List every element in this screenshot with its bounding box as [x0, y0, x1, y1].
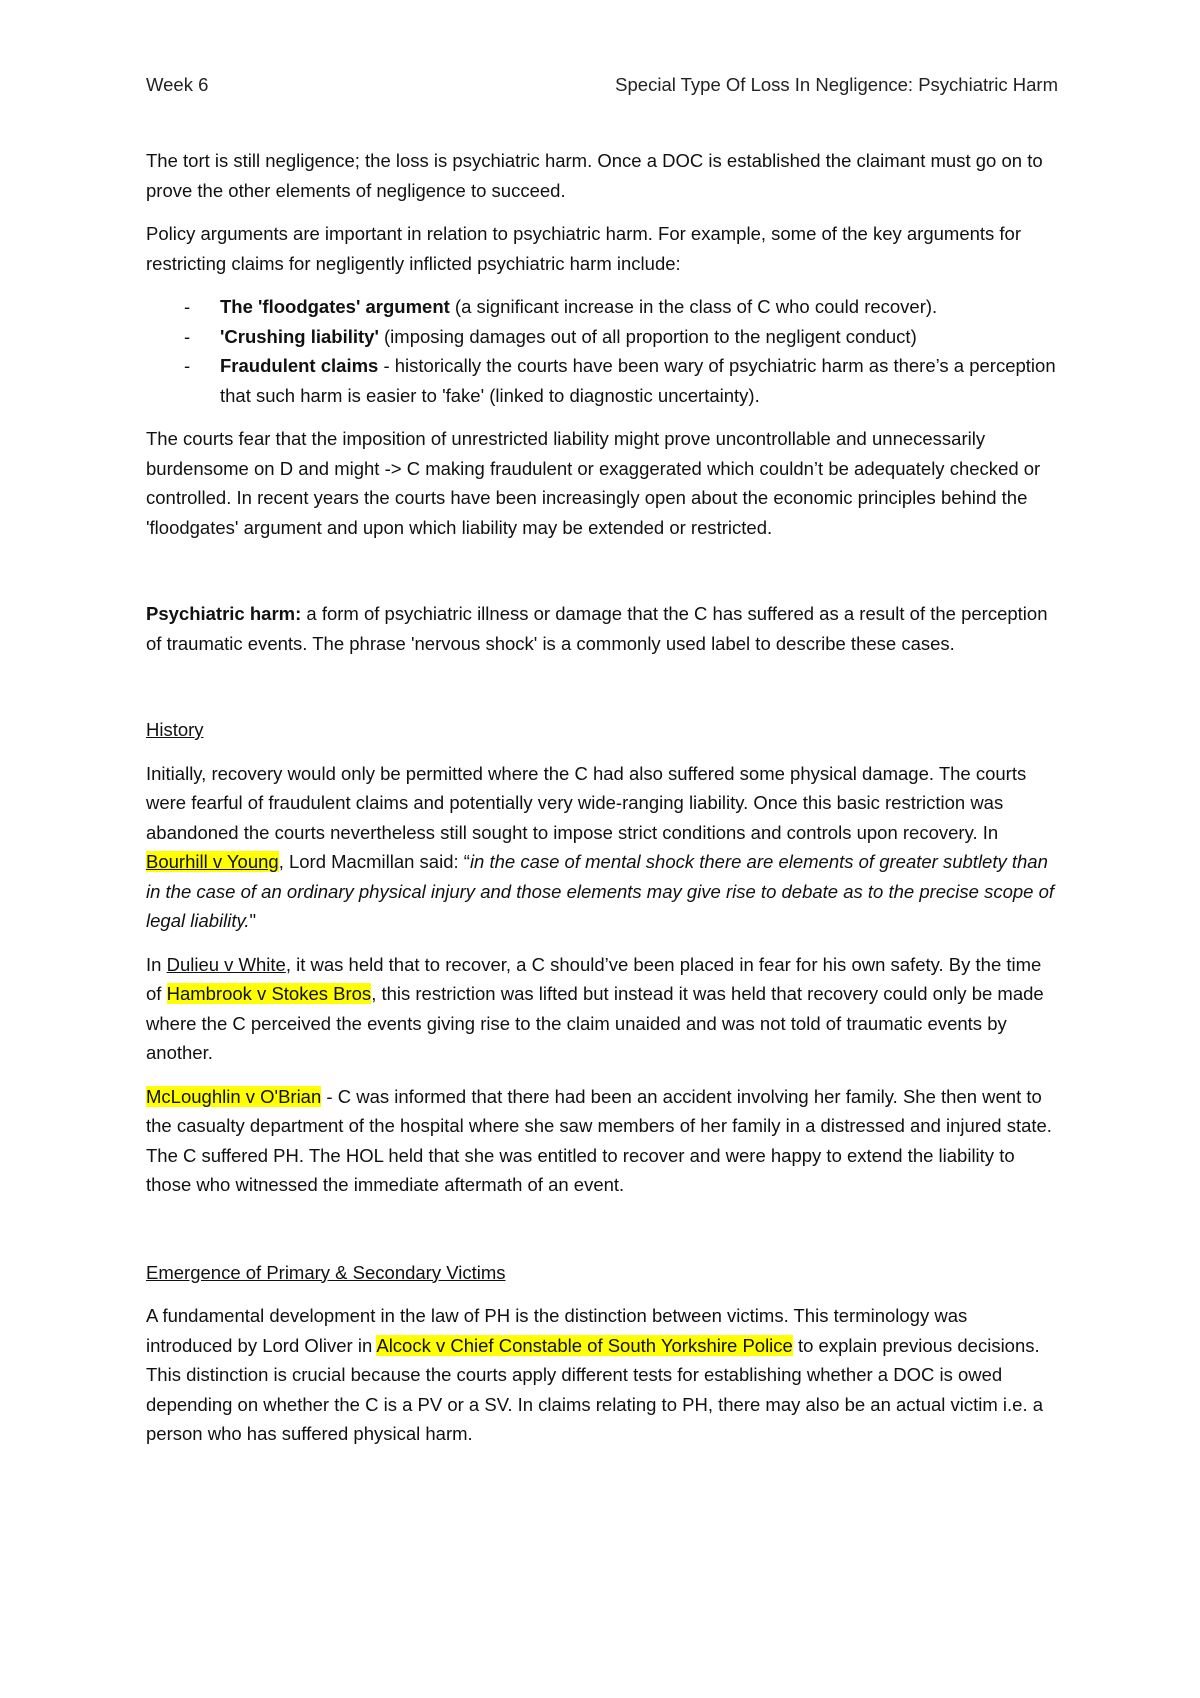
case-dulieu-v-white: Dulieu v White: [166, 953, 286, 975]
bullet-dash: -: [184, 355, 191, 376]
case-hambrook-v-stokes: Hambrook v Stokes Bros: [166, 983, 372, 1004]
bullet-dash: -: [184, 325, 191, 347]
history-paragraph-2: [146, 950, 1058, 1068]
list-item: [146, 322, 1058, 352]
history-text: ": [249, 910, 257, 931]
history-text: , Lord Macmillan said: “: [278, 851, 470, 872]
header-week: Week 6: [146, 74, 209, 95]
page-header: [146, 74, 1058, 96]
intro-paragraph-1: The tort is still negligence; the loss is psychiatric harm. Once a DOC is established the claimant must go on to prove the other elements of negligence to succeed.: [146, 150, 1043, 201]
courts-fear-paragraph: The courts fear that the imposition of unrestricted liability might prove uncontrollable and unnecessarily burdensome on D and might -> C making fraudulent or exaggerated which couldn’t be adequately checked or controlled. In recent years the courts have been increasingly open about the economic principles behind the 'floodgates' argument and upon which liability may be extended or restricted.: [146, 428, 1041, 538]
case-alcock: Alcock v Chief Constable of South Yorkshire Police: [376, 1334, 793, 1356]
history-text: , this restriction was lifted but instead it was held that recovery could only be made where the C perceived the events giving rise to the claim unaided and was not told of traumatic events by another.: [146, 983, 1044, 1063]
bullet-text: - historically the courts have been wary of psychiatric harm as there’s a perception that such harm is easier to 'fake' (linked to diagnostic uncertainty).: [220, 355, 1056, 406]
history-paragraph-1: [146, 759, 1058, 936]
case-mcloughlin-v-obrian: McLoughlin v O'Brian: [146, 1085, 322, 1107]
bullet-text: (imposing damages out of all proportion to the negligent conduct): [378, 325, 917, 347]
bullet-term: The 'floodgates' argument: [220, 296, 450, 317]
emergence-text: A fundamental development in the law of PH is the distinction between victims. This terminology was introduced by Lord Oliver in: [146, 1305, 968, 1356]
history-paragraph-3: [146, 1082, 1058, 1200]
emergence-text: to explain previous decisions. This distinction is crucial because the courts apply different tests for establishing whether a DOC is owed depending on whether the C is a PV or a SV. In claims relating to PH, there may also be an actual victim i.e. a person who has suffered physical harm.: [146, 1334, 1044, 1444]
macmillan-quote: in the case of mental shock there are elements of greater subtlety than in the case of an ordinary physical injury and those elements may give rise to debate as to the precise scope of legal liability.: [146, 851, 1055, 931]
definition-term: Psychiatric harm:: [146, 603, 302, 624]
definition-text: a form of psychiatric illness or damage that the C has suffered as a result of the perception of traumatic events. The phrase 'nervous shock' is a commonly used label to describe these cases.: [146, 603, 1048, 654]
intro-paragraph-2: Policy arguments are important in relation to psychiatric harm. For example, some of the key arguments for restricting claims for negligently inflicted psychiatric harm include:: [146, 223, 1022, 274]
bullet-term: Fraudulent claims: [220, 355, 379, 376]
bullet-dash: -: [184, 296, 191, 317]
history-text: Initially, recovery would only be permitted where the C had also suffered some physical damage. The courts were fearful of fraudulent claims and potentially very wide-ranging liability. Once this basic restriction was abandoned the courts nevertheless still sought to impose strict conditions and controls upon recovery. In: [146, 762, 1027, 843]
definition-paragraph: [146, 599, 1058, 658]
bullet-text: (a significant increase in the class of C who could recover).: [449, 296, 938, 317]
emergence-heading: Emergence of Primary & Secondary Victims: [146, 1261, 506, 1283]
case-bourhill-v-young: Bourhill v Young: [146, 851, 279, 872]
bullet-term: 'Crushing liability': [220, 325, 379, 347]
document-body: [146, 146, 1058, 1463]
history-text: In: [146, 953, 167, 975]
history-text: , it was held that to recover, a C should’ve been placed in fear for his own safety. By the time of: [146, 953, 1042, 1004]
policy-arguments-list: [146, 292, 1058, 410]
history-heading: History: [146, 719, 204, 740]
list-item: [146, 351, 1058, 410]
emergence-paragraph-1: [146, 1301, 1058, 1449]
list-item: [146, 292, 1058, 322]
header-title: Special Type Of Loss In Negligence: Psychiatric Harm: [615, 74, 1058, 95]
history-text: - C was informed that there had been an accident involving her family. She then went to the casualty department of the hospital where she saw members of her family in a distressed and injured state. The C suffered PH. The HOL held that she was entitled to recover and were happy to extend the liability to those who witnessed the immediate aftermath of an event.: [146, 1085, 1052, 1195]
